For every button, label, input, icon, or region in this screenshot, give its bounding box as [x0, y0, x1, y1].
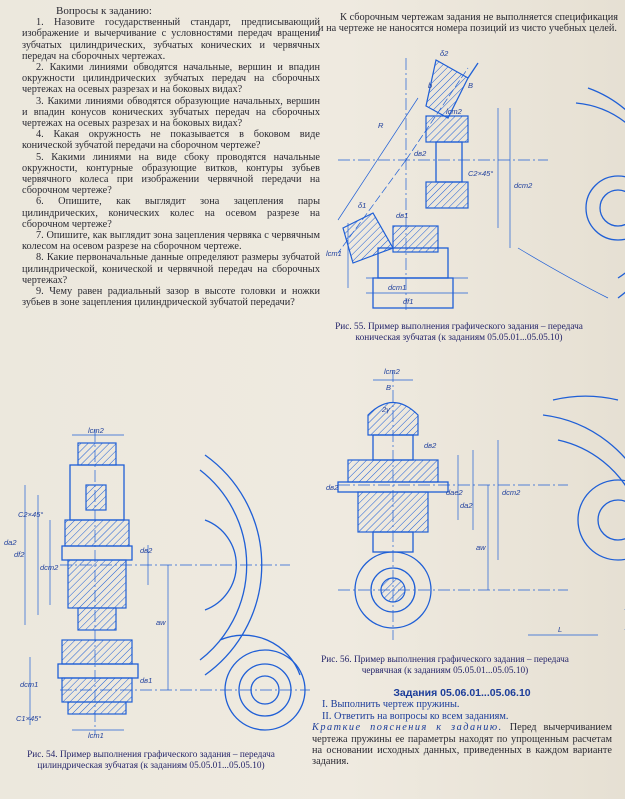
label-lst1: lст1: [88, 731, 104, 740]
label-dv2: dв2: [414, 149, 427, 158]
figure-55-caption: Рис. 55. Пример выполнения графического задания – передача коническая зубчатая (к заданиям 05.05.01...05.05.10): [335, 322, 583, 343]
question-4: 4. Какая окружность не показывается в боковом виде конической зубчатой передачи на сборочном чертеже?: [22, 129, 320, 152]
label-dv2-a: dв2: [424, 441, 437, 450]
figure-56-caption: Рис. 56. Пример выполнения графического задания – передача червячная (к заданиям 05.05.01...05.05.10): [321, 655, 569, 676]
question-1: 1. Назовите государственный стандарт, предписывающий изображение и вычерчивание с условностями передач вращения зубчатых цилиндрических, зубчатых конических и червячных передач на сборочных чертежах.: [22, 17, 320, 62]
label-delta1: δ1: [358, 201, 367, 210]
figure-54-caption: Рис. 54. Пример выполнения графического задания – передача цилиндрическая зубчатая (к заданиям 05.05.01...05.05.10): [27, 750, 275, 771]
label-aw: aw: [156, 618, 166, 627]
task-block: [312, 688, 612, 768]
label-dv2: dв2: [140, 546, 153, 555]
label-dst1: dст1: [20, 680, 39, 689]
label-delta2: δ2: [440, 49, 449, 58]
explanation-body: Перед вычерчиванием чертежа пружины ее параметры находят по упрощенным расчетам на основании исходных данных, приведенных в каждом варианте задания.: [312, 722, 613, 768]
label-dst1: dст1: [388, 283, 407, 292]
label-B: B: [386, 383, 392, 392]
label-df1: df1: [403, 297, 414, 306]
task-item-2: II. Ответить на вопросы ко всем заданиям.: [322, 710, 509, 722]
explanation-label: Краткие пояснения к заданию.: [312, 722, 503, 734]
task-item-1: I. Выполнить чертеж пружины.: [322, 699, 460, 711]
label-lst2: lст2: [446, 107, 462, 116]
label-dst2: dст2: [40, 563, 59, 572]
label-lst2: lст2: [88, 426, 104, 435]
label-L: L: [558, 625, 563, 634]
label-c2: C2×45°: [468, 169, 494, 178]
label-df2: df2: [14, 550, 25, 559]
question-2: 2. Какими линиями обводятся начальные, вершин и впадин окружности цилиндрических зубчатых передач на сборочных чертежах на осевых разрезах и на боковых видах?: [22, 62, 320, 96]
label-dst2: dст2: [514, 181, 533, 190]
figure-56-worm-gear-drawing: [318, 360, 625, 650]
question-3: 3. Какими линиями обводятся образующие начальных, вершин и впадин конусов конических зубчатых передач на сборочных чертежах на осевых разрезах и на боковых видах?: [22, 95, 320, 130]
figure-55-bevel-gear-drawing: [318, 48, 625, 318]
label-da2: da2: [460, 501, 473, 510]
label-dae2: dae2: [446, 488, 463, 497]
label-dv2-b: dв2: [326, 483, 339, 492]
label-da2: da2: [4, 538, 17, 547]
task-title: Задания 05.06.01...05.06.10: [393, 687, 531, 699]
task-explanation: [312, 722, 612, 768]
intro-paragraph: К сборочным чертежам задания не выполняется спецификация и на чертеже не наносятся номера позиций из чисто учебных целей.: [318, 12, 618, 35]
question-8: 8. Какие первоначальные данные определяют размеры зубчатой цилиндрической, конической и червячной передач на сборочных чертежах?: [22, 252, 320, 286]
label-R: R: [378, 121, 384, 130]
questions-column: [22, 6, 320, 308]
label-2gamma: 2γ: [382, 405, 390, 414]
label-dst2: dст2: [502, 488, 521, 497]
label-B: B: [468, 81, 474, 90]
question-5: 5. Какими линиями на виде сбоку проводятся начальные окружности, контурные образующие витков, контуры зубьев червячного колеса при изображении червячной передачи на сборочном чертеже?: [22, 151, 320, 197]
label-dv1: dв1: [396, 211, 409, 220]
label-dv1: dв1: [140, 676, 153, 685]
question-6: 6. Опишите, как выглядит зона зацепления пары цилиндрических, конических колес на осевом разрезе на сборочном чертеже?: [22, 196, 320, 230]
label-lst1: lст1: [326, 249, 342, 258]
questions-heading: Вопросы к заданию:: [56, 5, 152, 17]
label-aw: aw: [476, 543, 486, 552]
label-b: b: [428, 81, 433, 90]
label-c1: C1×45°: [16, 714, 42, 723]
figure-54-spur-gear-drawing: [0, 425, 312, 740]
question-9: 9. Чему равен радиальный зазор в высоте головки и ножки зубьев в зоне зацепления цилиндрической зубчатой передачи?: [22, 286, 320, 309]
label-c2: C2×45°: [18, 510, 44, 519]
label-lst2: lст2: [384, 367, 400, 376]
question-7: 7. Опишите, как выглядит зона зацепления червяка с червячным колесом на осевом разрезе на сборочном чертеже.: [22, 230, 320, 253]
